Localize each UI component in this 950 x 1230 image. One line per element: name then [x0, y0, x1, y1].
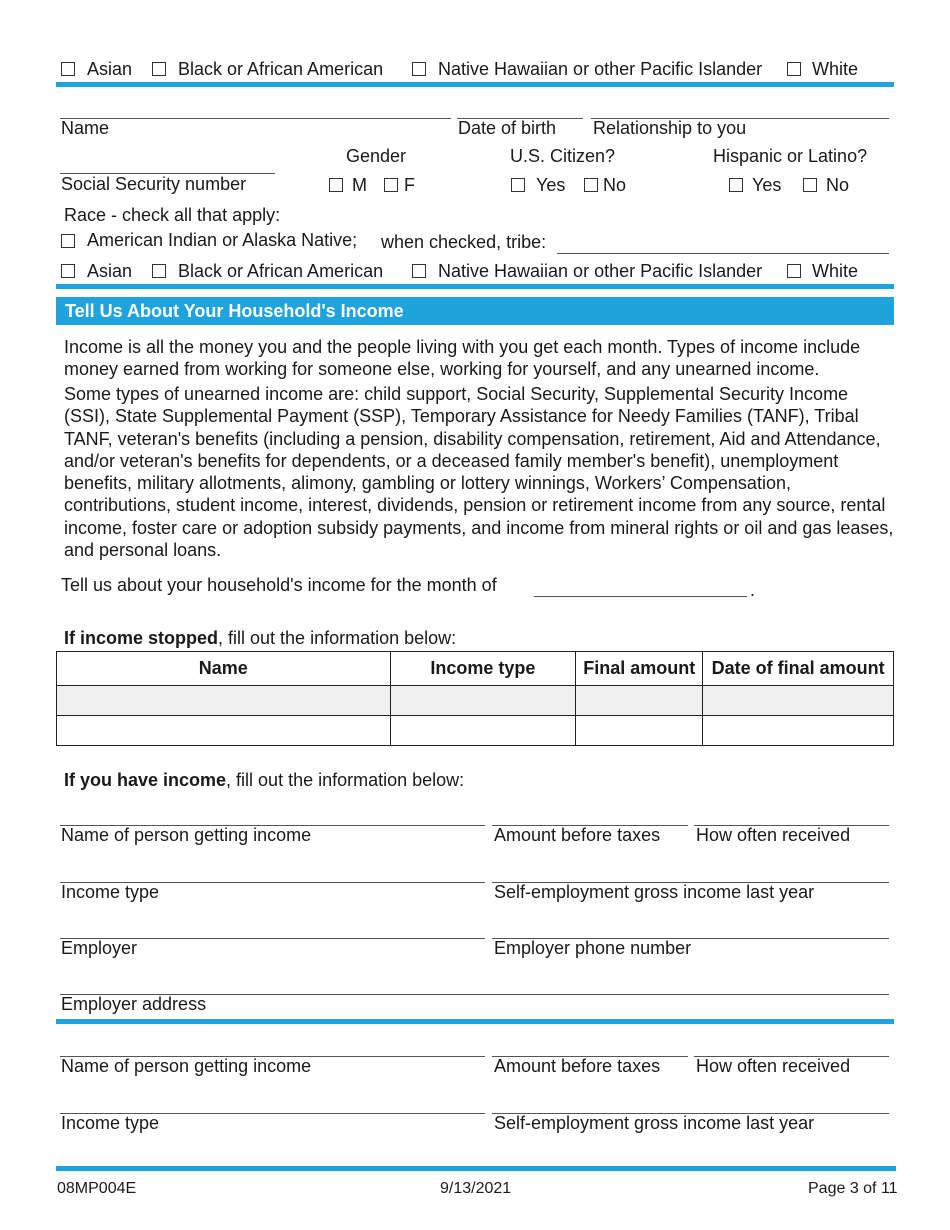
race-hawaiian-checkbox-1[interactable] — [412, 62, 426, 76]
gender-m-label: M — [352, 175, 367, 195]
employer-label: Employer — [61, 938, 138, 958]
income-stopped-bold: If income stopped — [64, 628, 219, 648]
self-employment-label-1: Self-employment gross income last year — [494, 882, 815, 902]
income-section-header — [56, 297, 894, 325]
table-header-row — [57, 652, 894, 686]
race-black-label-2: Black or African American — [178, 261, 384, 281]
gender-f-checkbox[interactable] — [384, 178, 398, 192]
income-stopped-instruction — [64, 628, 456, 648]
income-month-field[interactable] — [534, 596, 747, 597]
how-often-label-2: How often received — [696, 1056, 851, 1076]
relationship-label: Relationship to you — [593, 118, 747, 138]
race-white-checkbox-2[interactable] — [787, 264, 801, 278]
table-cell-input[interactable] — [576, 686, 703, 716]
citizen-yes-label: Yes — [536, 175, 566, 195]
name-label: Name — [61, 118, 110, 138]
income-have-bold: If you have income — [64, 770, 227, 790]
hispanic-no-checkbox[interactable] — [803, 178, 817, 192]
income-intro-paragraph: Income is all the money you and the people living with you get each month. Types of income include money earned from working for someone else, working for yourself, and any unearned income. — [64, 337, 861, 380]
col-header-date-final-amount: Date of final amount — [703, 652, 894, 686]
table-row — [57, 686, 894, 716]
income-stopped-table — [56, 651, 894, 746]
self-employment-label-2: Self-employment gross income last year — [494, 1113, 815, 1133]
race-black-checkbox-1[interactable] — [152, 62, 166, 76]
race-asian-checkbox-1[interactable] — [61, 62, 75, 76]
table-cell-input[interactable] — [576, 716, 703, 746]
income-type-label-2: Income type — [61, 1113, 160, 1133]
ssn-label: Social Security number — [61, 174, 247, 194]
gender-m-checkbox[interactable] — [329, 178, 343, 192]
gender-label: Gender — [346, 146, 407, 166]
col-header-income-type: Income type — [390, 652, 576, 686]
footer-divider — [56, 1166, 896, 1171]
race-white-label-2: White — [812, 261, 859, 281]
employer-phone-label: Employer phone number — [494, 938, 692, 958]
name-field[interactable] — [60, 118, 451, 119]
race-asian-label-2: Asian — [87, 261, 133, 281]
citizen-yes-checkbox[interactable] — [511, 178, 525, 192]
race-label: Race - check all that apply: — [64, 205, 281, 225]
income-month-period: . — [750, 580, 756, 600]
table-cell-input[interactable] — [390, 686, 576, 716]
race-black-checkbox-2[interactable] — [152, 264, 166, 278]
race-hawaiian-label-1: Native Hawaiian or other Pacific Islander — [438, 59, 763, 79]
table-cell-input[interactable] — [703, 716, 894, 746]
amount-before-taxes-label-2: Amount before taxes — [494, 1056, 661, 1076]
unearned-income-paragraph: Some types of unearned income are: child support, Social Security, Supplemental Security Income (SSI), State Supplemental Payment (SSP), Temporary Assistance for Needy Families (TANF), Tribal TANF, veteran's benefits (including a pension, disability compensation, retirement, Aid and Attendance, and/or veteran's benefits for dependents, or a deceased family member's benefit), unemployment benefits, military allotments, alimony, gambling or lottery winnings, Workers’ Compensation, contributions, student income, interest, dividends, pension or retirement income from any source, rental income, foster care or adoption subsidy payments, and income from mineral rights or oil and gas leases, and personal loans. — [64, 384, 894, 561]
table-row — [57, 716, 894, 746]
section-divider — [56, 284, 894, 289]
race-asian-label-1: Asian — [87, 59, 133, 79]
table-cell-input[interactable] — [57, 716, 391, 746]
income-section-title: Tell Us About Your Household's Income — [65, 301, 404, 321]
table-cell-input[interactable] — [390, 716, 576, 746]
employer-address-label: Employer address — [61, 994, 207, 1014]
race-black-label-1: Black or African American — [178, 59, 384, 79]
section-divider — [56, 1019, 894, 1024]
race-white-label-1: White — [812, 59, 859, 79]
citizen-no-label: No — [603, 175, 627, 195]
person-getting-income-label-2: Name of person getting income — [61, 1056, 312, 1076]
person-getting-income-label-1: Name of person getting income — [61, 825, 312, 845]
section-divider — [56, 82, 894, 87]
income-stopped-rest: , fill out the information below: — [218, 628, 457, 648]
race-american-indian-label: American Indian or Alaska Native; — [87, 230, 358, 250]
hispanic-yes-label: Yes — [752, 175, 782, 195]
hispanic-no-label: No — [826, 175, 850, 195]
income-type-label-1: Income type — [61, 882, 160, 902]
form-id: 08MP004E — [57, 1180, 137, 1197]
col-header-name: Name — [57, 652, 391, 686]
race-asian-checkbox-2[interactable] — [61, 264, 75, 278]
table-cell-input[interactable] — [57, 686, 391, 716]
how-often-label-1: How often received — [696, 825, 851, 845]
income-month-label: Tell us about your household's income for the month of — [61, 575, 497, 595]
citizen-no-checkbox[interactable] — [584, 178, 598, 192]
income-have-rest: , fill out the information below: — [226, 770, 465, 790]
income-have-instruction — [64, 770, 464, 790]
hispanic-label: Hispanic or Latino? — [713, 146, 868, 166]
page-number: Page 3 of 11 — [808, 1180, 898, 1197]
hispanic-yes-checkbox[interactable] — [729, 178, 743, 192]
race-american-indian-checkbox[interactable] — [61, 234, 75, 248]
gender-f-label: F — [404, 175, 415, 195]
tribe-field[interactable] — [557, 253, 889, 254]
col-header-final-amount: Final amount — [576, 652, 703, 686]
race-hawaiian-checkbox-2[interactable] — [412, 264, 426, 278]
form-date: 9/13/2021 — [440, 1180, 512, 1197]
tribe-label: when checked, tribe: — [381, 232, 547, 252]
race-white-checkbox-1[interactable] — [787, 62, 801, 76]
race-hawaiian-label-2: Native Hawaiian or other Pacific Islander — [438, 261, 763, 281]
citizen-label: U.S. Citizen? — [510, 146, 616, 166]
amount-before-taxes-label-1: Amount before taxes — [494, 825, 661, 845]
dob-label: Date of birth — [458, 118, 557, 138]
table-cell-input[interactable] — [703, 686, 894, 716]
